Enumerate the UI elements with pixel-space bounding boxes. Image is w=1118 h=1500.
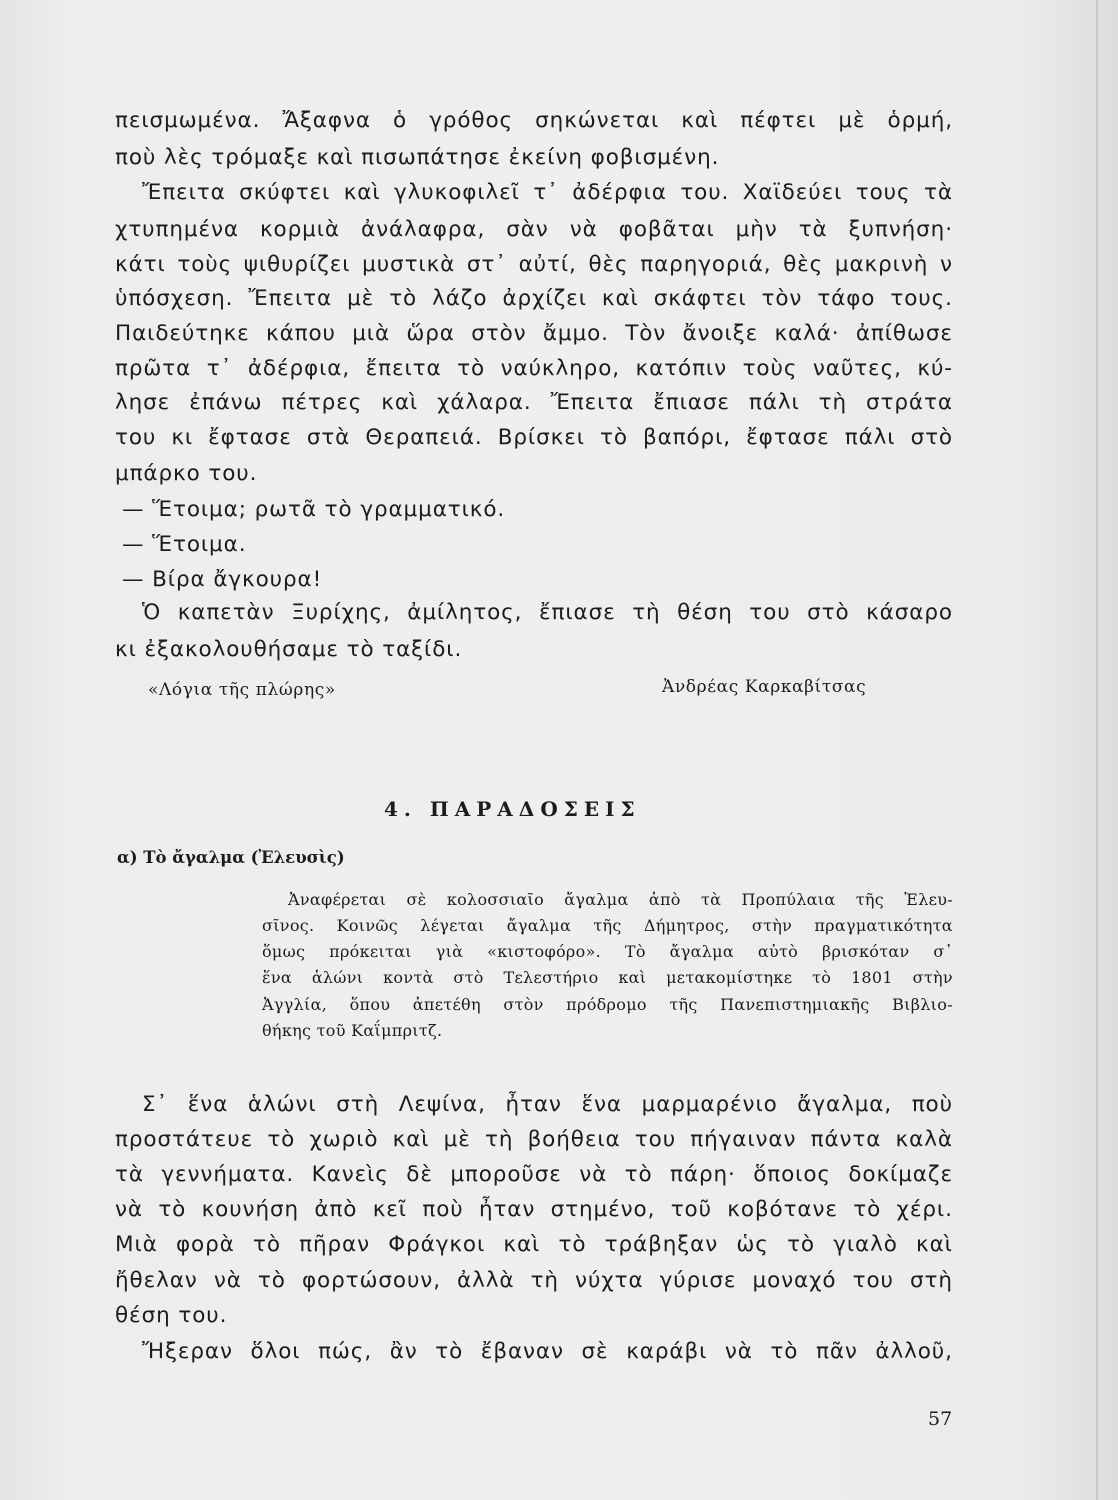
note-line-4: ἕνα ἁλώνι κοντὰ στὸ Τελεστήριο καὶ μετακομίστηκε τὸ 1801 στὴν — [262, 968, 953, 987]
note-line-2: σῖνος. Κοινῶς λέγεται ἄγαλμα τῆς Δήμητρος, στὴν πραγματικότητα — [262, 916, 953, 935]
story-line-16: κι ἐξακολουθήσαμε τὸ ταξίδι. — [115, 637, 463, 662]
dialogue-line-2: — Ἕτοιμα. — [122, 532, 247, 557]
legend-line-1: Σ᾽ ἕνα ἁλώνι στὴ Λεψίνα, ἦταν ἕνα μαρμαρένιο ἄγαλμα, ποὺ — [142, 1092, 953, 1117]
section-subheading: α) Τὸ ἄγαλμα (Ἐλευσὶς) — [117, 848, 345, 867]
story-line-7: Παιδεύτηκε κάπου μιὰ ὥρα στὸν ἄμμο. Τὸν ἄνοιξε καλά· ἀπίθωσε — [115, 321, 953, 346]
page-edge-divider — [1096, 0, 1098, 1500]
page-number: 57 — [928, 1408, 953, 1430]
story-line-2: ποὺ λὲς τρόμαξε καὶ πισωπάτησε ἐκείνη φοβισμένη. — [115, 145, 720, 170]
legend-line-8: Ἤξεραν ὅλοι πώς, ἂν τὸ ἔβαναν σὲ καράβι νὰ τὸ πᾶν ἀλλοῦ, — [142, 1339, 953, 1364]
story-line-4: χτυπημένα κορμιὰ ἀνάλαφρα, σὰν νὰ φοβᾶται μὴν τὰ ξυπνήση· — [115, 217, 953, 242]
story-line-6: ὑπόσχεση. Ἔπειτα μὲ τὸ λάζο ἀρχίζει καὶ σκάφτει τὸν τάφο τους. — [115, 286, 953, 311]
legend-line-5: Μιὰ φορὰ τὸ πῆραν Φράγκοι καὶ τὸ τράβηξαν ὡς τὸ γιαλὸ καὶ — [115, 1232, 953, 1257]
note-line-1: Ἀναφέρεται σὲ κολοσσιαῖο ἄγαλμα ἀπὸ τὰ Προπύλαια τῆς Ἐλευ- — [288, 890, 953, 909]
author-name: Ἀνδρέας Καρκαβίτσας — [662, 677, 867, 697]
note-line-3: ὅμως πρόκειται γιὰ «κιστοφόρο». Τὸ ἄγαλμα αὐτὸ βρισκόταν σ᾽ — [262, 942, 953, 961]
note-line-5: Ἀγγλία, ὅπου ἀπετέθη στὸν πρόδρομο τῆς Πανεπιστημιακῆς Βιβλιο- — [262, 995, 953, 1014]
legend-line-6: ἤθελαν νὰ τὸ φορτώσουν, ἀλλὰ τὴ νύχτα γύρισε μοναχό του στὴ — [115, 1268, 953, 1293]
story-line-8: πρῶτα τ᾽ ἀδέρφια, ἔπειτα τὸ ναύκληρο, κατόπιν τοὺς ναῦτες, κύ- — [115, 356, 953, 381]
legend-line-7: θέση του. — [115, 1303, 228, 1328]
legend-line-3: τὰ γεννήματα. Κανεὶς δὲ μποροῦσε νὰ τὸ πάρη· ὅποιος δοκίμαζε — [115, 1162, 953, 1187]
section-heading: 4. ΠΑΡΑΔΟΣΕΙΣ — [384, 797, 641, 821]
story-line-9: λησε ἐπάνω πέτρες καὶ χάλαρα. Ἔπειτα ἔπιασε πάλι τὴ στράτα — [115, 390, 953, 415]
story-line-5: κάτι τοὺς ψιθυρίζει μυστικὰ στ᾽ αὐτί, θὲς παρηγοριά, θὲς μακρινὴ ν — [115, 252, 953, 277]
legend-line-4: νὰ τὸ κουνήση ἀπὸ κεῖ ποὺ ἦταν στημένο, τοῦ κοβότανε τὸ χέρι. — [115, 1197, 953, 1222]
story-line-11: μπάρκο του. — [115, 461, 258, 486]
story-line-1: πεισμωμένα. Ἄξαφνα ὁ γρόθος σηκώνεται καὶ πέφτει μὲ ὁρμή, — [115, 108, 953, 133]
story-line-3: Ἔπειτα σκύφτει καὶ γλυκοφιλεῖ τ᾽ ἀδέρφια του. Χαϊδεύει τους τὰ — [142, 180, 953, 205]
dialogue-line-3: — Βίρα ἄγκουρα! — [122, 567, 323, 592]
dialogue-line-1: — Ἕτοιμα; ρωτᾶ τὸ γραμματικό. — [122, 497, 506, 522]
source-title: «Λόγια τῆς πλώρης» — [148, 680, 336, 700]
note-line-6: θήκης τοῦ Καΐμπριτζ. — [262, 1021, 443, 1040]
story-line-15: Ὁ καπετὰν Ξυρίχης, ἀμίλητος, ἔπιασε τὴ θέση του στὸ κάσαρο — [142, 600, 953, 625]
story-line-10: του κι ἔφτασε στὰ Θεραπειά. Βρίσκει τὸ βαπόρι, ἔφτασε πάλι στὸ — [115, 425, 953, 450]
legend-line-2: προστάτευε τὸ χωριὸ καὶ μὲ τὴ βοήθεια του πήγαιναν πάντα καλὰ — [115, 1127, 953, 1152]
